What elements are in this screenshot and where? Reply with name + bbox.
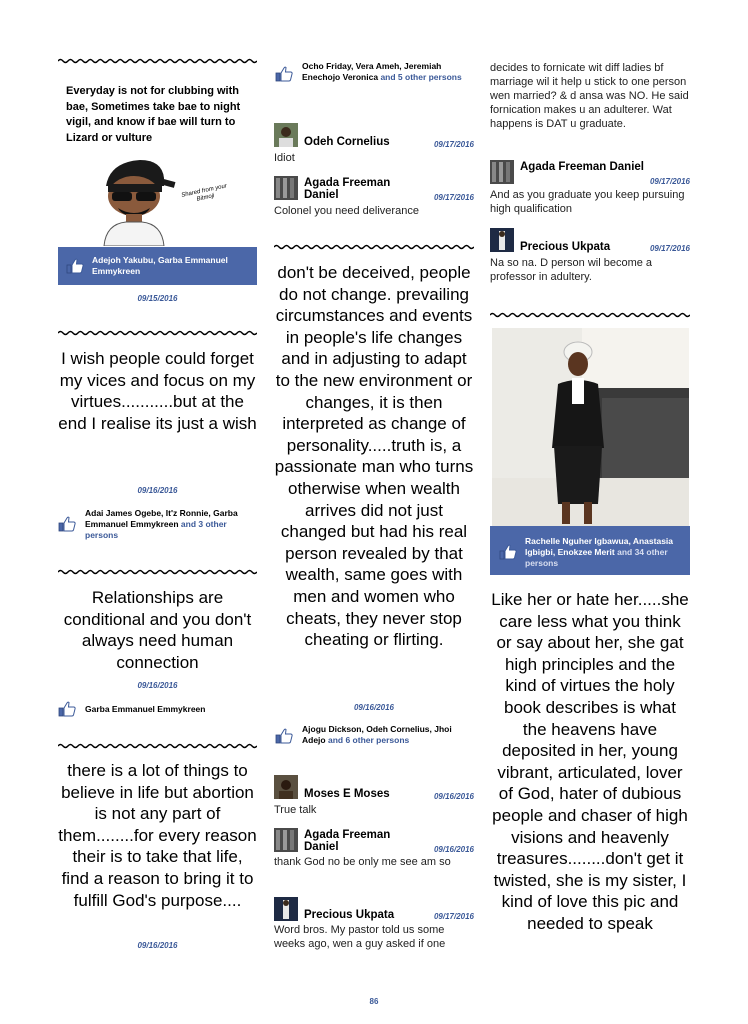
comment xyxy=(274,176,474,220)
likes-list: Ajogu Dickson, Odeh Cornelius, Jhoi Adejo xyxy=(302,724,452,745)
likes-bar xyxy=(58,247,257,285)
avatar[interactable] xyxy=(490,160,514,184)
comment-author[interactable]: Moses E Moses xyxy=(304,788,390,800)
comment-text: thank God no be only me see am so xyxy=(274,856,451,868)
comment xyxy=(274,828,474,888)
comment xyxy=(274,775,474,819)
comment-date: 09/17/2016 xyxy=(649,244,690,253)
post-date: 09/16/2016 xyxy=(137,486,178,495)
wavy-divider xyxy=(274,244,474,250)
like-thumb-icon[interactable] xyxy=(66,258,84,274)
likes-names: Adejoh Yakubu, Garba Emmanuel Emmykreen xyxy=(92,255,228,276)
comment xyxy=(274,123,474,165)
comment-text: Idiot xyxy=(274,152,295,164)
wavy-divider xyxy=(58,569,257,575)
likes-more-link[interactable]: and 3 other persons xyxy=(85,519,227,540)
comment xyxy=(490,228,690,288)
post-text: Like her or hate her.....she care less what you think or say about her, she gat high principles and the kind of virtues the holy book describes is what the heavens have deposited in her, young vibrant, articulated, lover of God, hater of dubious people and chaser of high visions and heavenly treasures........don't get it twisted, she is my sister, I kind of love this pic and needed to speak xyxy=(491,590,689,933)
likes-names xyxy=(525,536,687,569)
avatar[interactable] xyxy=(274,176,298,200)
post-date: 09/16/2016 xyxy=(353,703,395,712)
comment-date: 09/16/2016 xyxy=(433,792,474,801)
likes-names: Garba Emmanuel Emmykreen xyxy=(85,704,206,714)
likes-bar xyxy=(490,526,690,575)
comment-author[interactable]: Agada Freeman Daniel xyxy=(304,829,391,853)
comment-author[interactable]: Precious Ukpata xyxy=(304,909,395,921)
wavy-divider xyxy=(58,330,257,336)
comment-date: 09/16/2016 xyxy=(433,845,474,854)
likes-names xyxy=(302,61,474,83)
page-number: 86 xyxy=(369,997,379,1006)
comment-text: Word bros. My pastor told us some weeks ago, wen a guy asked if one xyxy=(274,924,446,950)
likes-more-link[interactable]: and 5 other persons xyxy=(380,72,462,82)
post-date: 09/16/2016 xyxy=(137,681,178,690)
comment-date: 09/17/2016 xyxy=(433,912,474,921)
comment-text: And as you graduate you keep pursuing high qualification xyxy=(490,189,685,215)
comment-author[interactable]: Agada Freeman Daniel xyxy=(520,161,644,173)
likes-names xyxy=(302,724,474,746)
like-thumb-icon[interactable] xyxy=(275,66,293,82)
comment-author[interactable]: Agada Freeman Daniel xyxy=(304,177,391,201)
comment-author[interactable]: Odeh Cornelius xyxy=(304,136,390,148)
avatar[interactable] xyxy=(490,228,514,252)
likes-list: Ocho Friday, Vera Ameh, Jeremiah Enechojo Veronica xyxy=(302,61,442,82)
like-thumb-icon[interactable] xyxy=(58,701,76,717)
avatar[interactable] xyxy=(274,897,298,921)
likes-names xyxy=(85,508,257,541)
like-thumb-icon[interactable] xyxy=(58,516,76,532)
post-text: don't be deceived, people do not change. prevailing circumstances and events in people's life changes and in adjusting to adapt to the new environment or changes, it is then interpreted as change of personality.....truth is, a passionate man who turns otherwise when wealth arrives did not just changed but had his real person revealed by that wealth, same goes with men and women who cheats, they never stop cheating or flirting. xyxy=(274,263,474,650)
like-thumb-icon[interactable] xyxy=(275,728,293,744)
comment xyxy=(274,897,474,957)
comment-date: 09/17/2016 xyxy=(433,140,474,149)
like-thumb-icon[interactable] xyxy=(499,544,517,560)
post-date: 09/16/2016 xyxy=(137,941,178,950)
wavy-divider xyxy=(490,312,690,318)
post-date: 09/15/2016 xyxy=(137,294,178,303)
likes-more-link[interactable]: and 34 other persons xyxy=(525,547,668,568)
meme-text: Everyday is not for clubbing with bae, Sometimes take bae to night vigil, and know if bae will turn to Lizard or vulture xyxy=(66,85,241,144)
likes-more-link[interactable]: and 6 other persons xyxy=(328,735,410,745)
avatar[interactable] xyxy=(274,123,298,147)
comment-text: True talk xyxy=(274,804,317,816)
comment-text: Colonel you need deliverance xyxy=(274,205,419,217)
avatar[interactable] xyxy=(274,775,298,799)
comment-author[interactable]: Precious Ukpata xyxy=(520,241,611,253)
comment-date: 09/17/2016 xyxy=(649,177,690,186)
comment xyxy=(490,160,690,220)
post-text: Relationships are conditional and you don't always need human connection xyxy=(63,588,252,672)
meme-image xyxy=(58,72,257,246)
likes-list: Adai James Ogebe, It'z Ronnie, Garba Emmanuel Emmykreen xyxy=(85,508,238,529)
post-text: I wish people could forget my vices and focus on my virtues...........but at the end I realise its just a wish xyxy=(58,349,257,433)
comment-date: 09/17/2016 xyxy=(433,193,474,202)
comment-text-continued: decides to fornicate wit diff ladies bf marriage wil it help u stick to one person wen married? & d ansa was NO. He said fornication makes u an adulterer. Wat happens is DAT u graduate. xyxy=(490,62,689,130)
likes-list: Rachelle Nguher Igbawua, Anastasia Igbigbi, Enokzee Merit xyxy=(525,536,674,557)
sticker-label: Shared from your Bitmoji xyxy=(180,183,228,203)
avatar[interactable] xyxy=(274,828,298,852)
wavy-divider xyxy=(58,743,257,749)
comment-text: Na so na. D person wil become a professor in adultery. xyxy=(490,257,653,283)
photo[interactable] xyxy=(492,328,689,526)
post-text: there is a lot of things to believe in life but abortion is not any part of them........for every reason their is to take that life, find a reason to bring it to fulfill God's purpose.... xyxy=(58,761,257,910)
wavy-divider xyxy=(58,58,257,64)
